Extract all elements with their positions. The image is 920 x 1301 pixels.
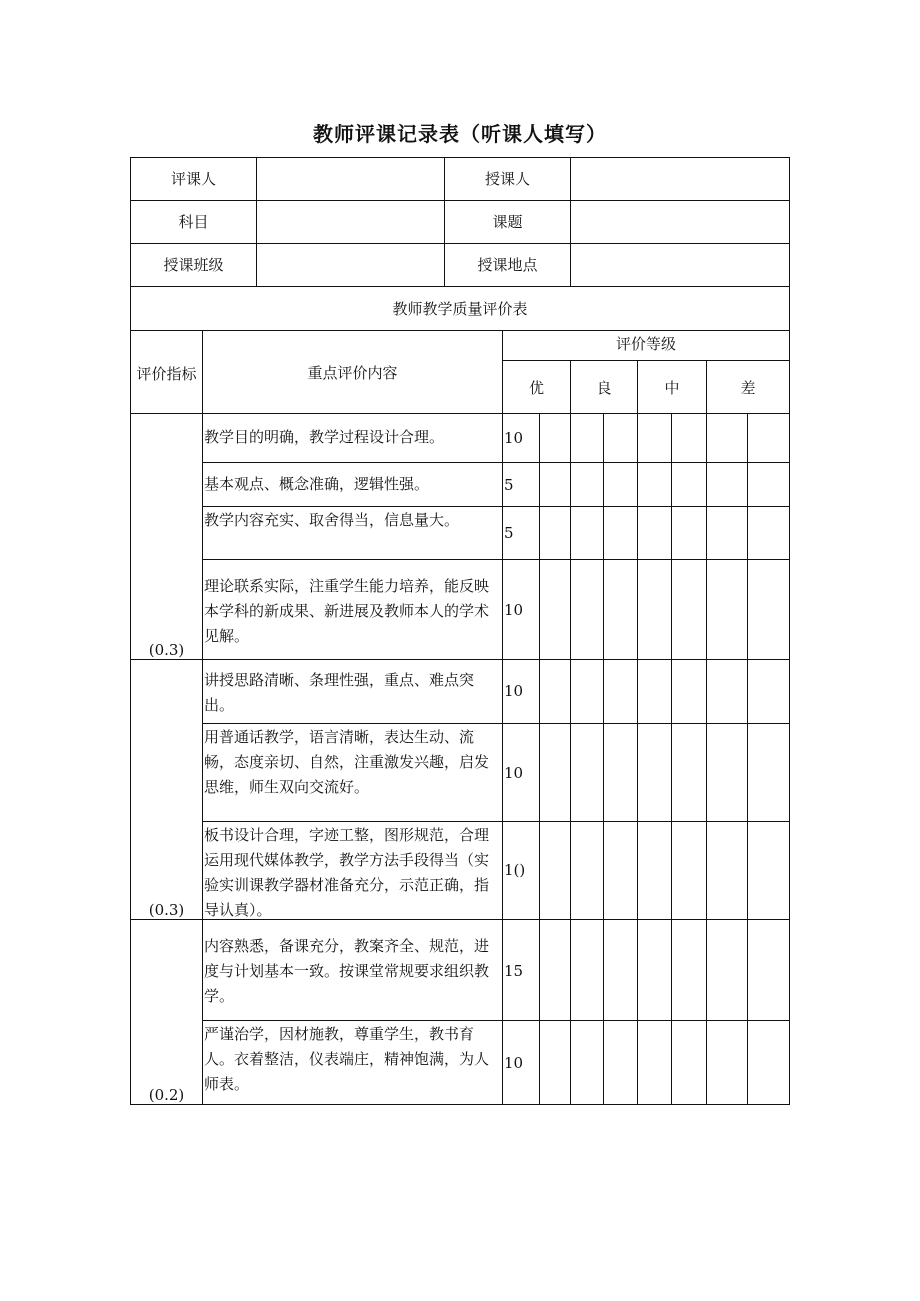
location-field[interactable] (571, 244, 789, 286)
table-line (502, 330, 503, 1105)
criterion-text: 教学内容充实、取舍得当，信息量大。 (204, 511, 460, 529)
table-line (502, 360, 790, 361)
page-title: 教师评课记录表（听课人填写） (313, 122, 607, 146)
table-line (202, 330, 203, 1105)
criterion-text: 基本观点、概念准确，逻辑性强。 (204, 475, 430, 493)
criterion-score: 15 (504, 962, 524, 980)
criterion-text: 教学目的明确，教学过程设计合理。 (204, 428, 445, 446)
grade-excellent: 优 (528, 379, 544, 397)
criterion-text: 内容熟悉，备课充分，教案齐全、规范，进度与计划基本一致。按课堂常规要求组织教学。 (204, 937, 490, 1005)
table-line (637, 360, 638, 1105)
table-line (603, 413, 604, 1105)
table-line (202, 559, 790, 560)
criterion-text: 板书设计合理，字迹工整，图形规范，合理运用现代媒体教学，教学方法手段得当（实验实训课教学器材准备充分，示范正确，指导认真）。 (204, 826, 490, 919)
table-line (130, 413, 790, 414)
table-line (130, 659, 790, 660)
location-label: 授课地点 (477, 256, 538, 274)
content-header: 重点评价内容 (307, 364, 398, 382)
table-line (202, 506, 790, 507)
criterion-score: 1() (504, 861, 526, 879)
criterion-score: 5 (504, 476, 514, 494)
evaluator-label: 评课人 (170, 170, 216, 188)
criterion-score: 10 (504, 429, 524, 447)
topic-field[interactable] (571, 201, 789, 243)
criterion-score: 10 (504, 601, 524, 619)
criterion-score: 10 (504, 1054, 524, 1072)
table-line (202, 723, 790, 724)
table-line (539, 413, 540, 1105)
criterion-score: 10 (504, 682, 524, 700)
lecturer-label: 授课人 (484, 170, 530, 188)
subject-label: 科目 (178, 213, 209, 231)
indicator-header: 评价指标 (136, 365, 197, 383)
table-line (570, 360, 571, 1105)
criterion-text: 讲授思路清晰、条理性强，重点、难点突出。 (204, 671, 475, 714)
criterion-text: 理论联系实际，注重学生能力培养，能反映本学科的新成果、新进展及教师本人的学术见解。 (204, 577, 490, 645)
table-line (130, 330, 790, 331)
subject-field[interactable] (257, 201, 444, 243)
table-line (789, 157, 790, 1105)
section-title: 教师教学质量评价表 (392, 300, 528, 318)
criterion-text: 严谨治学，因材施教，尊重学生，教书育人。衣着整洁，仪表端庄，精神饱满，为人师表。 (204, 1025, 490, 1093)
grade-average: 中 (664, 379, 680, 397)
evaluator-field[interactable] (257, 158, 444, 200)
group-weight: (0.2) (148, 1086, 185, 1104)
group-weight: (0.3) (148, 641, 185, 659)
grade-good: 良 (596, 379, 612, 397)
table-line (202, 462, 790, 463)
topic-label: 课题 (492, 213, 523, 231)
group-weight: (0.3) (148, 901, 185, 919)
table-line (130, 1104, 790, 1105)
table-line (130, 286, 790, 287)
table-line (202, 821, 790, 822)
class-field[interactable] (257, 244, 444, 286)
class-label: 授课班级 (163, 256, 224, 274)
table-line (202, 1020, 790, 1021)
table-line (671, 413, 672, 1105)
criterion-score: 5 (504, 524, 514, 542)
criterion-text: 用普通话教学，语言清晰，表达生动、流畅，态度亲切、自然，注重激发兴趣，启发思维，师生双向交流好。 (204, 728, 490, 796)
grade-header: 评价等级 (615, 335, 676, 353)
criterion-score: 10 (504, 764, 524, 782)
lecturer-field[interactable] (571, 158, 789, 200)
table-line (747, 413, 748, 1105)
table-line (706, 360, 707, 1105)
grade-poor: 差 (740, 379, 756, 397)
